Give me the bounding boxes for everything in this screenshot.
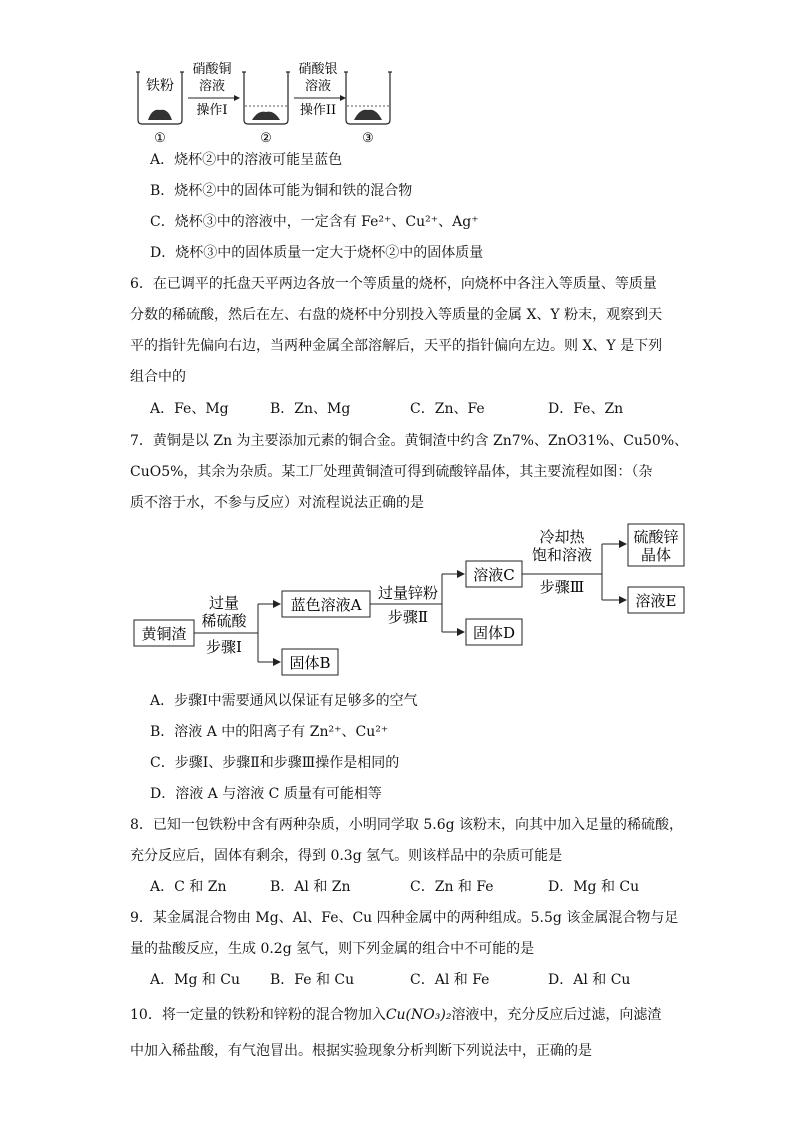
q10-line1-before: 10．将一定量的铁粉和锌粉的混合物加入 bbox=[130, 1007, 386, 1023]
q8-line-1: 8．已知一包铁粉中含有两种杂质，小明同学取 5.6g 该粉末，向其中加入足量的稀硫酸， bbox=[130, 817, 684, 833]
beaker1-label: 铁粉 bbox=[146, 78, 174, 94]
arrow-1 bbox=[188, 61, 240, 118]
step3-line3: 步骤Ⅲ bbox=[539, 578, 585, 596]
reagent2-line1: 硝酸银 bbox=[298, 62, 338, 77]
beaker1-number: ① bbox=[154, 131, 166, 146]
process-flow-diagram bbox=[128, 520, 698, 682]
q8-option-b: B．Al 和 Zn bbox=[270, 879, 351, 895]
step2-line2: 步骤Ⅱ bbox=[387, 608, 429, 626]
beaker3-number: ③ bbox=[362, 131, 374, 146]
step1-line1: 过量 bbox=[208, 594, 240, 612]
q8-option-c: C．Zn 和 Fe bbox=[410, 879, 494, 895]
q7-option-a: A．步骤Ⅰ中需要通风以保证有足够多的空气 bbox=[150, 693, 418, 709]
beaker-2 bbox=[242, 72, 290, 146]
q8-line-2: 充分反应后，固体有剩余，得到 0.3g 氢气。则该样品中的杂质可能是 bbox=[130, 848, 563, 864]
q9-line-1: 9．某金属混合物由 Mg、Al、Fe、Cu 四种金属中的两种组成。5.5g 该金属混合物与足 bbox=[130, 910, 679, 926]
q9-line-2: 量的盐酸反应，生成 0.2g 氢气，则下列金属的组合中不可能的是 bbox=[130, 941, 535, 957]
q6-option-c: C．Zn、Fe bbox=[410, 401, 485, 417]
reagent1-line1: 硝酸铜 bbox=[192, 62, 232, 77]
q9-options bbox=[150, 970, 650, 990]
arrow-2 bbox=[294, 61, 346, 118]
reagent2-line2: 溶液 bbox=[304, 79, 332, 94]
operation-1: 操作I bbox=[196, 103, 228, 118]
q7-line-1: 7．黄铜是以 Zn 为主要添加元素的铜合金。黄铜渣中约含 Zn7%、ZnO31%、Cu50%、 bbox=[130, 433, 689, 449]
q6-line-2: 分数的稀硫酸，然后在左、右盘的烧杯中分别投入等质量的金属 X、Y 粉末，观察到天 bbox=[130, 307, 663, 323]
beaker2-number: ② bbox=[260, 131, 272, 146]
q6-option-b: B．Zn、Mg bbox=[270, 401, 351, 417]
q5-option-d: D．烧杯③中的固体质量一定大于烧杯②中的固体质量 bbox=[150, 245, 484, 261]
q10-formula: Cu(NO₃)₂ bbox=[385, 1007, 452, 1023]
q6-option-a: A．Fe、Mg bbox=[150, 401, 229, 417]
q8-option-a: A．C 和 Zn bbox=[150, 879, 227, 895]
q7-line-3: 质不溶于水，不参与反应）对流程说法正确的是 bbox=[130, 495, 424, 511]
q7-option-b: B．溶液 A 中的阳离子有 Zn²⁺、Cu²⁺ bbox=[150, 724, 389, 740]
solution-a-label: 蓝色溶液A bbox=[290, 596, 362, 614]
q7-option-d: D．溶液 A 与溶液 C 质量有可能相等 bbox=[150, 786, 382, 802]
q9-option-b: B．Fe 和 Cu bbox=[270, 972, 355, 988]
q5-option-a: A．烧杯②中的溶液可能呈蓝色 bbox=[150, 152, 343, 168]
beaker-3 bbox=[344, 72, 392, 146]
q10-line1-after: 溶液中，充分反应后过滤，向滤渣 bbox=[451, 1007, 662, 1023]
q7-option-c: C．步骤Ⅰ、步骤Ⅱ和步骤Ⅲ操作是相同的 bbox=[150, 755, 400, 771]
q9-option-c: C．Al 和 Fe bbox=[410, 972, 490, 988]
q5-option-b: B．烧杯②中的固体可能为铜和铁的混合物 bbox=[150, 183, 413, 199]
flow-start-label: 黄铜渣 bbox=[141, 625, 187, 643]
q5-option-c: C．烧杯③中的溶液中，一定含有 Fe²⁺、Cu²⁺、Ag⁺ bbox=[150, 214, 479, 230]
crystal-line1: 硫酸锌 bbox=[633, 528, 679, 546]
crystal-line2: 晶体 bbox=[640, 546, 672, 564]
step1-line3: 步骤Ⅰ bbox=[206, 638, 242, 656]
step1-line2: 稀硫酸 bbox=[201, 612, 247, 630]
reagent1-line2: 溶液 bbox=[198, 79, 226, 94]
q10-line-1 bbox=[130, 1005, 661, 1025]
q9-option-d: D．Al 和 Cu bbox=[548, 972, 631, 988]
q7-line-2: CuO5%，其余为杂质。某工厂处理黄铜渣可得到硫酸锌晶体，其主要流程如图：（杂 bbox=[130, 464, 653, 480]
q9-option-a: A．Mg 和 Cu bbox=[150, 972, 241, 988]
q10-line-2: 中加入稀盐酸，有气泡冒出。根据实验现象分析判断下列说法中，正确的是 bbox=[130, 1043, 592, 1059]
beaker-diagram bbox=[130, 58, 410, 148]
step2-line1: 过量锌粉 bbox=[377, 584, 439, 602]
q6-line-4: 组合中的 bbox=[130, 369, 186, 385]
solid-b-label: 固体B bbox=[289, 654, 331, 672]
solution-e-label: 溶液E bbox=[635, 592, 677, 610]
q8-options bbox=[150, 877, 650, 897]
operation-2: 操作II bbox=[299, 103, 337, 118]
step3-line2: 饱和溶液 bbox=[531, 546, 593, 564]
solid-d-label: 固体D bbox=[472, 624, 516, 642]
q6-option-d: D．Fe、Zn bbox=[548, 401, 624, 417]
step3-line1: 冷却热 bbox=[539, 528, 585, 546]
q6-line-3: 平的指针先偏向右边，当两种金属全部溶解后，天平的指针偏向左边。则 X、Y 是下列 bbox=[130, 338, 663, 354]
beaker-1 bbox=[136, 72, 184, 146]
q6-line-1: 6．在已调平的托盘天平两边各放一个等质量的烧杯，向烧杯中各注入等质量、等质量 bbox=[130, 276, 657, 292]
q8-option-d: D．Mg 和 Cu bbox=[548, 879, 640, 895]
solution-c-label: 溶液C bbox=[473, 566, 515, 584]
q6-options bbox=[150, 399, 650, 419]
